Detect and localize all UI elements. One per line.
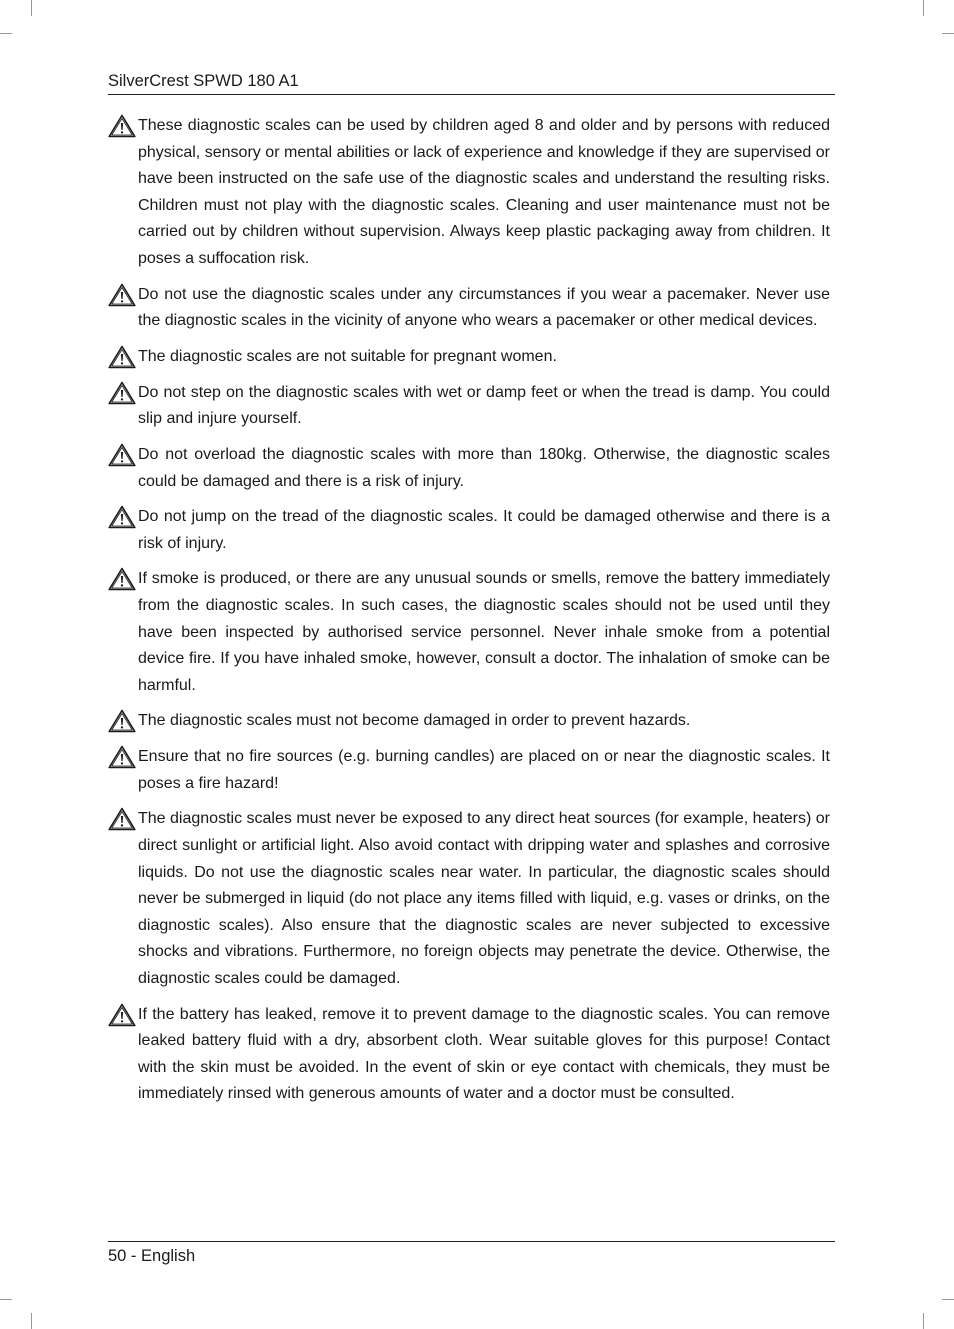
warning-text: Do not use the diagnostic scales under any circumstances if you wear a pacemaker. Never use the diagnostic scales in the vicinity of anyone who wears a pacemaker or other medical devices.	[138, 285, 830, 330]
warning-list	[108, 113, 830, 1117]
warning-text: These diagnostic scales can be used by children aged 8 and older and by persons with reduced physical, sensory or mental abilities or lack of experience and knowledge if they are supervised or have been instructed on the safe use of the diagnostic scales and understand the resulting risks. Children must not play with the diagnostic scales. Cleaning and user maintenance must not be carried out by children without supervision. Always keep plastic packaging away from children. It poses a suffocation risk.	[138, 117, 830, 267]
warning-item	[108, 282, 830, 335]
warning-item	[108, 380, 830, 433]
warning-triangle-icon	[108, 567, 138, 593]
warning-text: If the battery has leaked, remove it to prevent damage to the diagnostic scales. You can remove leaked battery fluid with a dry, absorbent cloth. Wear suitable gloves for this purpose! Contact with the skin must be avoided. In the event of skin or eye contact with chemicals, they must be immediately rinsed with generous amounts of water and a doctor must be consulted.	[138, 1005, 830, 1103]
warning-triangle-icon	[108, 345, 138, 371]
warning-triangle-icon	[108, 1003, 138, 1029]
crop-mark	[0, 33, 12, 34]
warning-text: Do not jump on the tread of the diagnostic scales. It could be damaged otherwise and there is a risk of injury.	[138, 508, 830, 552]
page-header	[108, 70, 835, 95]
warning-text: Do not step on the diagnostic scales with wet or damp feet or when the tread is damp. You could slip and injure yourself.	[138, 383, 830, 428]
warning-item	[108, 806, 830, 992]
crop-mark	[0, 1299, 12, 1300]
warning-item	[108, 744, 830, 797]
warning-triangle-icon	[108, 443, 138, 469]
warning-item	[108, 1002, 830, 1108]
warning-text: The diagnostic scales must never be exposed to any direct heat sources (for example, heaters) or direct sunlight or artificial light. Also avoid contact with dripping water and splashes and corrosive liquids. Do not use the diagnostic scales near water. In particular, the diagnostic scales should never be submerged in liquid (do not place any items filled with liquid, e.g. vases or drinks, on the diagnostic scales). Also ensure that the diagnostic scales are never subjected to excessive shocks and vibrations. Furthermore, no foreign objects may penetrate the device. Otherwise, the diagnostic scales could be damaged.	[138, 810, 830, 988]
warning-triangle-icon	[108, 709, 138, 735]
warning-item	[108, 504, 830, 557]
footer-divider	[108, 1241, 835, 1242]
crop-mark	[942, 33, 954, 34]
warning-triangle-icon	[108, 505, 138, 531]
warning-text: Ensure that no fire sources (e.g. burning candles) are placed on or near the diagnostic scales. It poses a fire hazard!	[138, 748, 830, 792]
crop-mark	[923, 1313, 924, 1329]
page-footer	[108, 1245, 195, 1267]
warning-item	[108, 344, 830, 371]
warning-triangle-icon	[108, 283, 138, 309]
warning-item	[108, 708, 830, 735]
warning-item	[108, 566, 830, 699]
crop-mark	[31, 1313, 32, 1329]
warning-text: If smoke is produced, or there are any unusual sounds or smells, remove the battery immediately from the diagnostic scales. In such cases, the diagnostic scales should not be used until they have been inspected by authorised service personnel. Never inhale smoke from a potential device fire. If you have inhaled smoke, however, consult a doctor. The inhalation of smoke can be harmful.	[138, 570, 830, 694]
warning-text: The diagnostic scales are not suitable for pregnant women.	[138, 347, 557, 365]
crop-mark	[942, 1299, 954, 1300]
warning-text: Do not overload the diagnostic scales with more than 180kg. Otherwise, the diagnostic scales could be damaged and there is a risk of injury.	[138, 445, 830, 490]
warning-triangle-icon	[108, 807, 138, 833]
page-number: 50 - English	[108, 1247, 196, 1265]
warning-triangle-icon	[108, 381, 138, 407]
warning-text: The diagnostic scales must not become damaged in order to prevent hazards.	[138, 712, 691, 730]
crop-mark	[923, 0, 924, 16]
warning-item	[108, 113, 830, 273]
warning-item	[108, 442, 830, 495]
warning-triangle-icon	[108, 745, 138, 771]
header-title: SilverCrest SPWD 180 A1	[108, 72, 299, 90]
warning-triangle-icon	[108, 114, 138, 140]
crop-mark	[31, 0, 32, 16]
